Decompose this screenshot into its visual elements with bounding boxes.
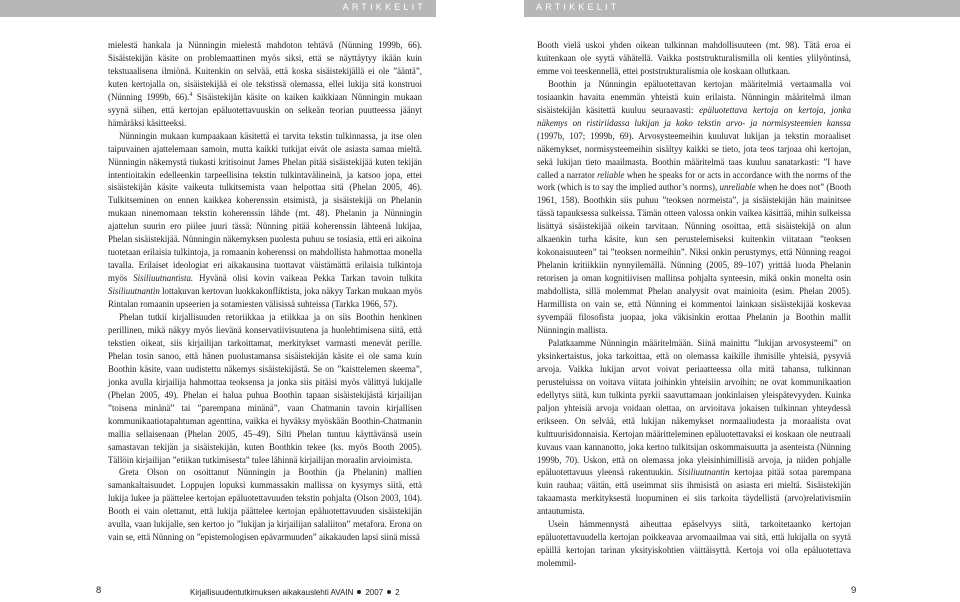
paragraph-r2 bbox=[537, 78, 851, 337]
header-band-right bbox=[524, 0, 960, 17]
page-number-left: 8 bbox=[96, 585, 102, 596]
paragraph-r4: Usein hämmennystä aiheuttaa epäselvyys siitä, tarkoitetaanko kertojan epäluotettavuudella kertojan poikkeavaa arvomaailmaa vai sitä, että lukijalla on syytä epäillä kertojan tarinan yksityiskohtien väittäisyttä. Kertoja voi olla epäluotettava molemmil- bbox=[537, 519, 851, 569]
right-column bbox=[537, 39, 851, 570]
definition-italic: epäluotettava kertoja on kertoja, jonka näkemys on ristiriidassa lukijan ja koko tekstin arvo- ja normisysteemien kanssa bbox=[537, 104, 852, 128]
page-number-right: 9 bbox=[851, 585, 857, 596]
paragraph-2-text: Nünningin mukaan kumpaakaan käsitettä ei tarvita tekstin tulkinnassa, ja itse olen taipuvainen ajattelemaan samoin, mutta kaikki tutkijat eivät ole asiasta samaa mieltä. Nünningin näkemystä tiukasti kritisoinut James Phelan pitää sisäistekijää kuten tekijän intentioitakin edelleenkin tarpeellisina tekstin tulkintavälineinä, ja katsoo jopa, ettei sisäistekijän käsite vaikeuta tulkitsemista vaan helpottaa sitä (Phelan 2005, 46). Tulkitseminen on ennen kaikkea koherenssin etsimistä, ja sisäistekijä on Phelanin mukaan ninemomaan tekstin koherenssin lähde (mt. 48). Phelanin ja Nünningin ajattelun suurin ero piilee juuri tässä: Nünning pitää koherenssin lähteenä lukijaa, Phelan sisäistekijää. Nünningin näkemyksen puolesta puhuu se tosiasia, että eri aikoina tuotetaan erilaisia tulkintoja, ja romaanin koherenssi on mahdollista hahmottaa monella tavalla. Erilaiset ideologiat eri aikakausina tuottavat väistämättä erilaisia tulkintoja myös bbox=[108, 130, 422, 284]
paragraph-2-tail: Hyvänä olisi kovin vaikeaa Pekka Tarkan tavoin tulkita bbox=[199, 273, 423, 284]
paragraph-r1: Booth vielä uskoi yhden oikean tulkinnan mahdollisuuteen (mt. 98). Tätä eroa ei kuitenkaan ole syytä vähätellä. Vaikka poststrukturalismilla oli kenties ylilyöntinsä, emme voi teeskennellä, ettei poststrukturalismia ole koskaan ollutkaan. bbox=[537, 40, 851, 76]
journal-year: 2007 bbox=[365, 588, 384, 597]
paragraph-1-text: mielestä hankala ja Nünningin mielestä mahdoton tehtävä (Nünning 1999b, 66). Sisäistekijän käsite on problemaattinen myös siksi, että se näyttäytyy ikään kuin tekstuaalisena ilmiönä. Kuitenkin on selvää, että koska sisäistekijällä ei ole ”ääntä”, kuten kertojalla on, sisäistekijää ei ole tekstissä olemassa, ellei lukija sitä konstruoi (Nünning 1999b, 66). bbox=[108, 40, 422, 102]
journal-footer bbox=[190, 588, 400, 597]
book-title-2: Sisiliuutnantin bbox=[108, 286, 160, 297]
paragraph-1-continuation: Sisäistekijän käsite on kaiken kaikkiaan Nünningin mukaan syynä siihen, että kertojan epäluotettavuuskin on selkeän teorian puutteessa jäänyt hämäräksi käsitteeksi. bbox=[108, 91, 423, 128]
term-reliable: reliable bbox=[597, 169, 625, 180]
section-label-left: ARTIKKELIT bbox=[342, 2, 426, 12]
paragraph-r2-c: when he speaks for or acts in accordance with the norms of the work (which is to say the implied author’s norms), bbox=[537, 169, 852, 193]
paragraph-3: Phelan tutkii kirjallisuuden retoriikkaa ja etiikkaa ja on siis Boothin henkinen perillinen, mikä näkyy myös lievänä konservatiivisuutena ja huolehtimisena siitä, että tekstien oikeat, siis kirjailijan tarkoittamat, merkitykset varmasti menevät perille. Phelan tosin sanoo, että hänen puolustamansa sisäistekijän käsite ei ole sama kuin Boothin käsite, vaan uudistettu näkemys sisäistekijästä. Se on ”kaisttelemen skeema”, jonka avulla kirjailija hahmottaa teoksensa ja jonka siis pitäisi myös välittyä lukijalle (Phelan 2005, 49). Phelan ei halua puhua Boothin tapaan sisäistekijästä kirjailijan ”toisena minänä” tai ”parempana minänä”, vaan Chatmanin tavoin kirjallisen kommunikaatiotapahtuman agenttina, vaikka ei hyväksy myöskään Boothin-Chatmanin mallia sellaisenaan (Phelan 2005, 45–49). Silti Phelan tuntuu käyttävänsä usein samastavan tekijän ja sisäistekijän, kuten Boothkin tekee (ks. myös Booth 2005). Tällöin kirjailijan ”etiikan tutkimisesta” tulee lähinnä kirjailijan moraalin arvioimista. bbox=[108, 312, 422, 465]
book-title: Sisiliuutnantista. bbox=[133, 273, 194, 284]
paragraph-r2-text: Boothin ja Nünningin epäluotettavan kertojan määritelmiä vertaamalla voi tosiaankin havaita enemmän yhteistä kuin erilaista. Nünningin määritelmä ilman sisäistekijän käsitettä kuuluu seuraavasti: bbox=[537, 78, 851, 115]
header-band-left bbox=[0, 0, 436, 17]
paragraph-r2-d: when he does not” (Booth 1961, 158). Boothkin siis puhuu ”teoksen normeista”, ja sisäistekijän hän mainitsee tässä tapauksessa sulkeissa. Tämän otteen valossa onkin vaikea käsittää, mihin sulkeissa lisättyä sisäistekijää oikein tarvitaan. Nünning osoittaa, että sisäistekijä on alun alkaenkin turha käsite, kun sen perustelemiseksi kuitenkin viitataan ”teoksen kokonaisuuteen” tai ”teoksen normeihin”. Niksi onkin perustymys, että Nünning reagoi Phelanin kritiikkiin nynnyilemällä. Nünning (2005, 89–107) yrittää luoda Phelanin retorisen ja oman kognitiivisen mallinsa pohjalta synteesin, mikä onkin monelta osin mahdollista, sillä molemmat Phelan analyysit ovat mainioita (esim. Phelan 2005). Harmillista on vain se, että Nünning ei kommentoi lainkaan sisäistekijää koskevaa syvempää filosofista juopaa, joka väkisinkin erottaa Phelanin ja Boothin mallit Nünningin mallista. bbox=[537, 182, 852, 335]
paragraph-r3-b: kertojaa pitää sotaa parempana kuin rauhaa; väitän, että useimmat siis ihmisistä on asiasta eri mieltä. Sisäistekijän takaamasta merkityksestä luopuminen ei siis tarkoita täydellistä (arvo)relativismiin antautumista. bbox=[537, 467, 852, 517]
term-unreliable: unreliable bbox=[719, 182, 756, 193]
journal-issue: 2 bbox=[395, 588, 400, 597]
paragraph-2-tail-2: lottakuvan kertovan luokkakonfliktista, joka näkyy Tarkan mukaan myös Rintalan romaanin upseerien ja sotamiesten välisissä suhteissa (Tarkka 1966, 57). bbox=[108, 286, 422, 310]
paragraph-1 bbox=[108, 39, 422, 130]
book-title-r: Sisiliuutnantin bbox=[677, 467, 730, 478]
left-column bbox=[108, 39, 422, 544]
paragraph-r3 bbox=[537, 337, 851, 518]
paragraph-r2-b: (1997b, 107; 1999b, 69). Arvosysteemeihin kuuluvat lukijan ja tekstin moraaliset näkemykset, normisysteemeihin sisältyy kaikki se tieto, jota teos tarjoaa ohi kertojan, sekä lukijan tieto maailmasta. Boothin määritelmä taas kuuluu sanatarkasti: ”I have called a narrator bbox=[537, 130, 851, 180]
paragraph-4: Greta Olson on osoittanut Nünningin ja Boothin (ja Phelanin) mallien samankaltaisuudet. Loppujen lopuksi kummassakin mallissa on kysymys siitä, että lukija lukee ja päättelee kertojan epäluotettavuuden tekstin pohjalta (Olson 2003, 104). Booth ei vain olettanut, että lukija päättelee kertojan epäluotettavuuden sisäistekijän avulla, vaan lukijalle, sen kertoo jo ”lukijan ja kirjailijan salaliiton” metafora. Erona on vain se, että Nünning on ”epistemologisen epävarmuuden” aikakauden lapsi siinä missä bbox=[108, 467, 422, 543]
paragraph-2 bbox=[108, 130, 422, 311]
paragraph-r3-text: Palatkaamme Nünningin määritelmään. Siinä mainittu ”lukijan arvosysteemi” on yksinkertaistus, joka tarkoittaa, että on olemassa kaikille ihmisille yhteisiä, pysyviä arvoja. Vaikka lukijan arvot voivat periaatteessa olla mitä tahansa, tulkinnan perusteluissa on voitava viitata joihinkin yhteisiin arvoihin; ne ovat kommunikaation edellytys siitä, kun tulkinta pyrkii saavuttamaan jonkinlaisen yleispätevyyden. Kuinka paljon yhteisiä arvoja voidaan olettaa, on arvioitava jokaisen tulkinnan yhteydessä erikseen. On selvää, että lukijan näkemykset normaaliudesta ja moraalista ovat kulttuurisidonnaisia. Kertojan määritteleminen epäluotettavaksi ei koskaan ole neutraali kuvaus vaan kannanotto, joka kertoo tulkitsijan oskommaisuutta ja asenteista (Nünning 1999b, 70). Uskon, että on olemassa joka yleisinhimillisiä arvoja, ja niiden pohjalle epäluotettavuus yleensä rakentuukin. bbox=[537, 337, 851, 478]
bullet-icon bbox=[357, 590, 361, 594]
journal-name: Kirjallisuudentutkimuksen aikakauslehti AVAIN bbox=[190, 588, 354, 597]
section-label-right: ARTIKKELIT bbox=[536, 2, 620, 12]
footnote-marker: 4 bbox=[189, 91, 193, 98]
bullet-icon bbox=[387, 590, 391, 594]
